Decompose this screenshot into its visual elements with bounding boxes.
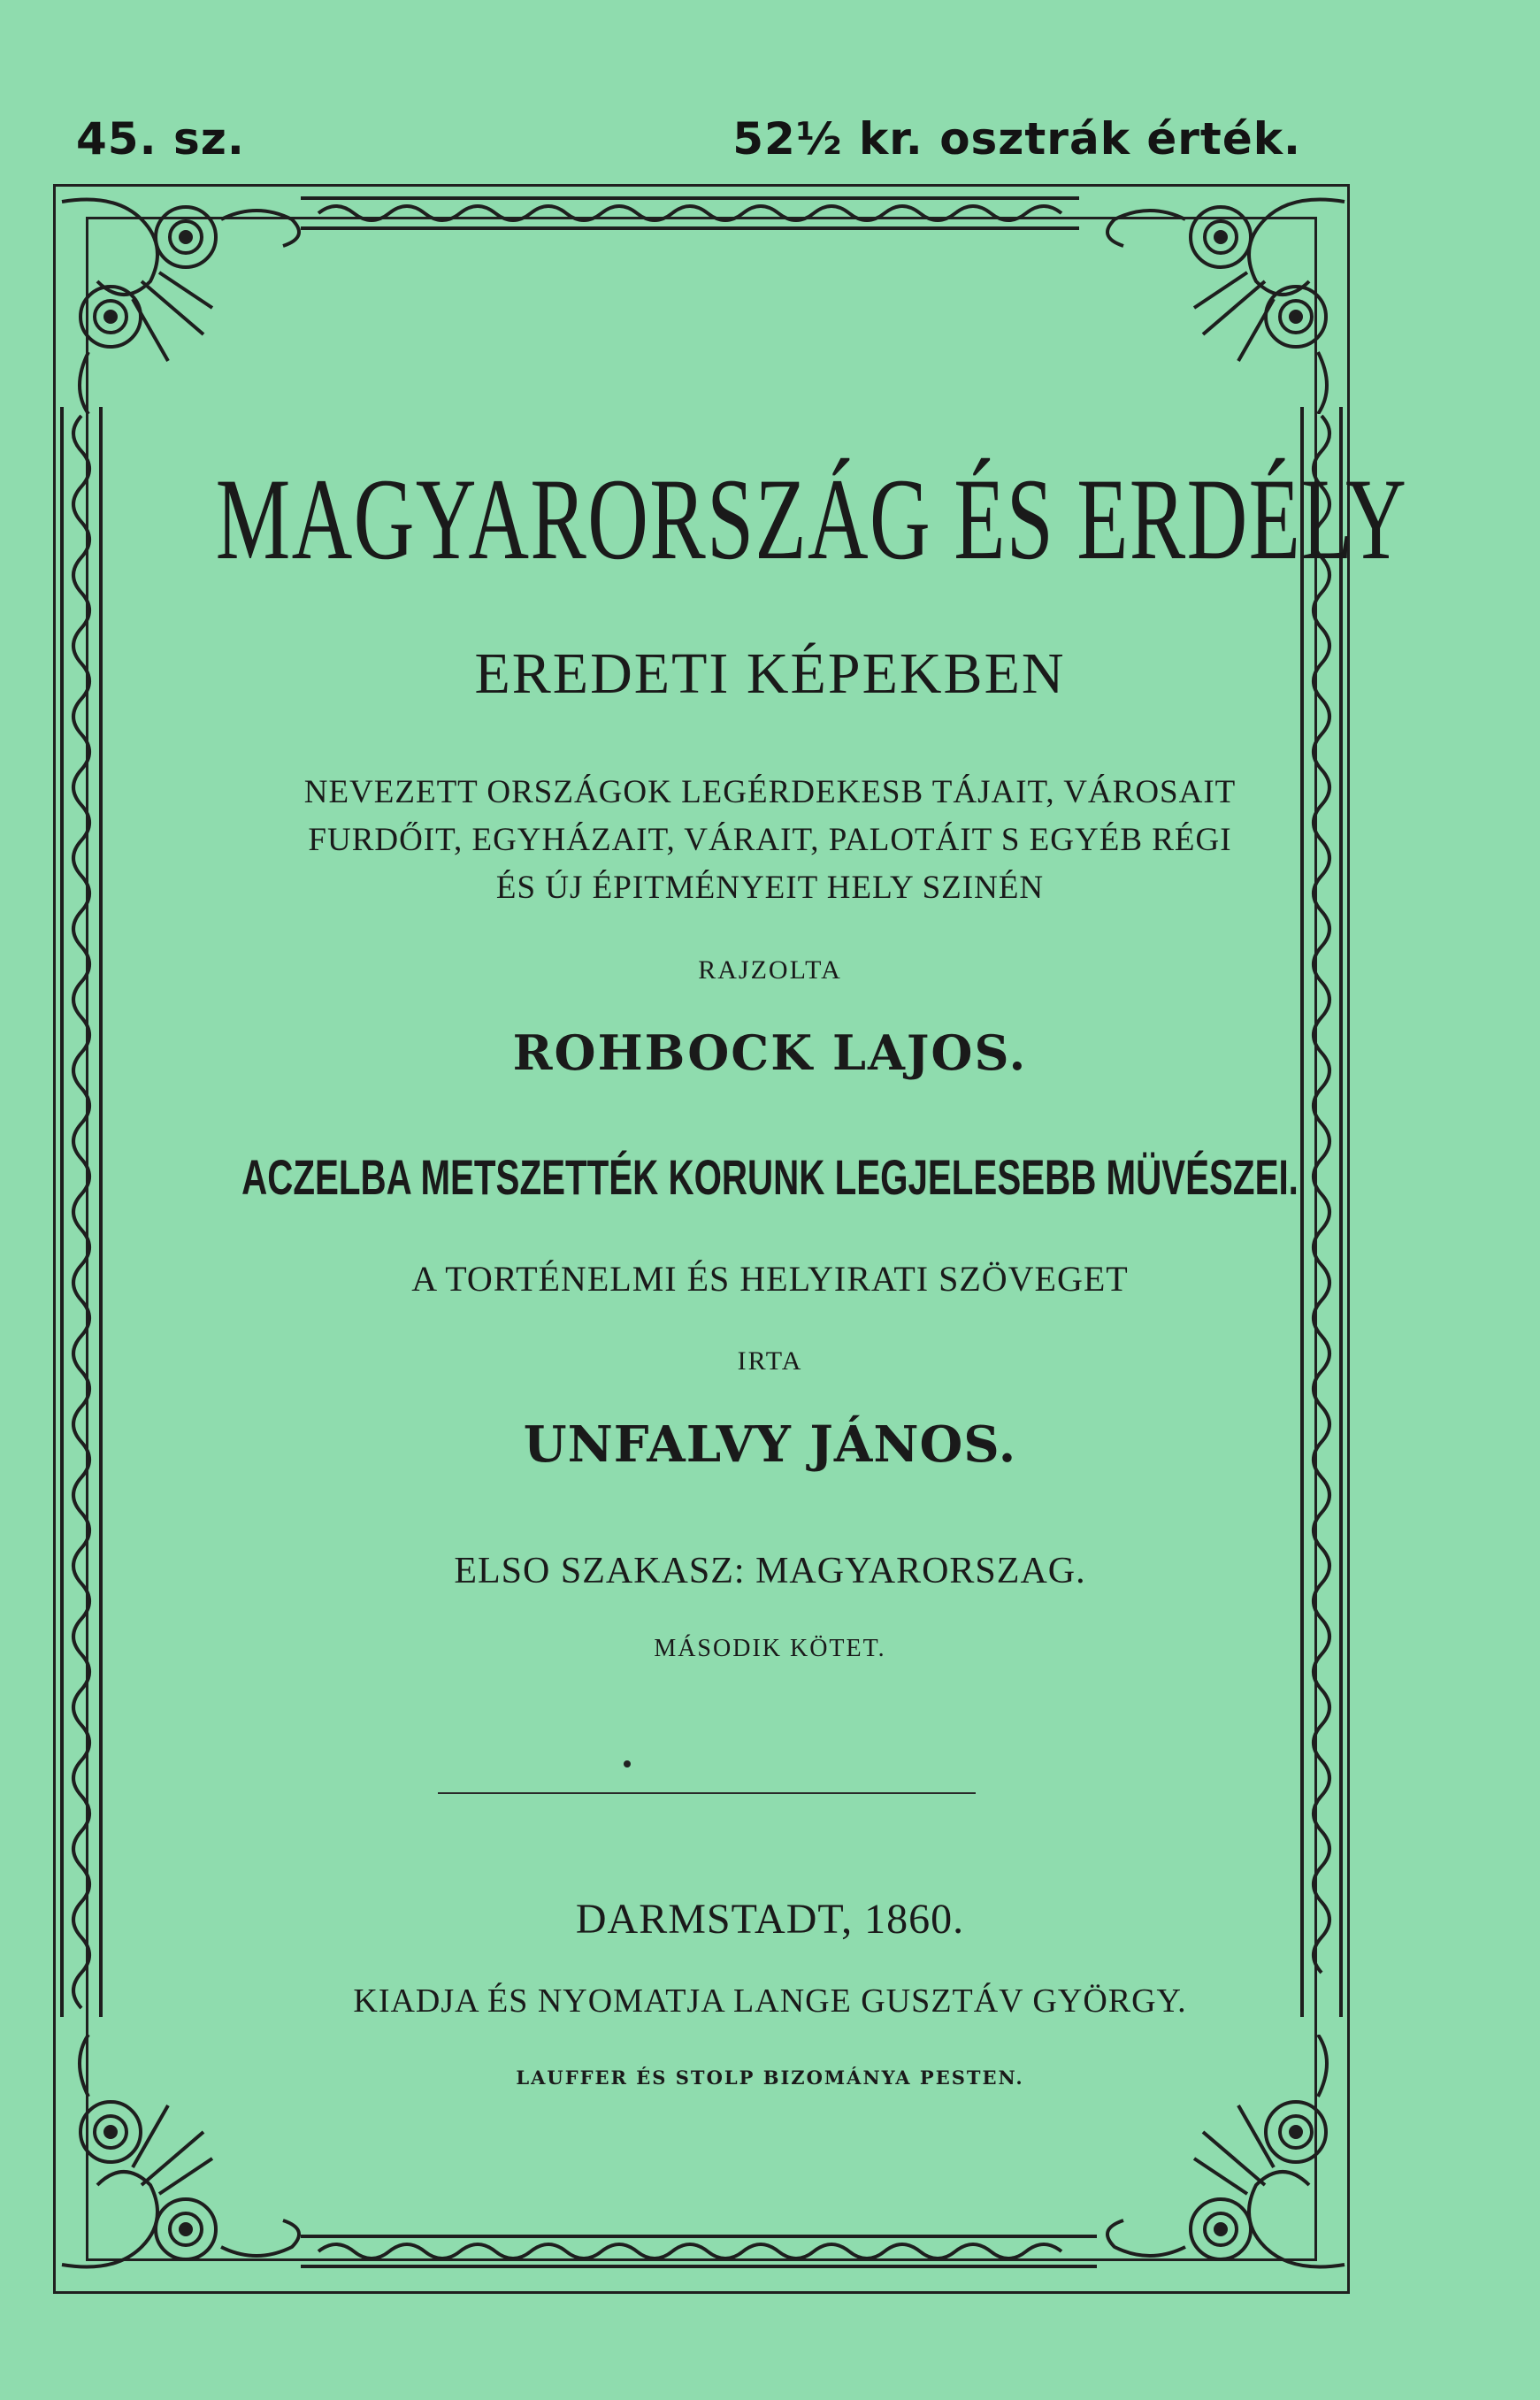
issue-number: 45. sz. [76, 113, 245, 165]
description-line: NEVEZETT ORSZÁGOK LEGÉRDEKESB TÁJAIT, VÁROSAIT [303, 774, 1237, 810]
drawn-by-label: RAJZOLTA [698, 955, 842, 985]
rosette-ornament-icon [1097, 184, 1353, 414]
rosette-ornament-icon [53, 184, 310, 414]
written-by-label: IRTA [737, 1346, 803, 1376]
publisher-line: KIADJA ÉS NYOMATJA LANGE GUSZTÁV GYÖRGY. [353, 1982, 1187, 2020]
description-line: FURDŐIT, EGYHÁZAIT, VÁRAIT, PALOTÁIT S EGYÉB RÉGI [308, 822, 1232, 858]
author-name: UNFALVY JÁNOS. [523, 1415, 1017, 1474]
place-year: DARMSTADT, 1860. [575, 1896, 965, 1943]
subtitle: EREDETI KÉPEKBEN [474, 641, 1066, 706]
section-line: ELSO SZAKASZ: MAGYARORSZAG. [454, 1551, 1086, 1591]
description-line: ÉS ÚJ ÉPITMÉNYEIT HELY SZINÉN [495, 870, 1045, 906]
agent-line: LAUFFER ÉS STOLP BIZOMÁNYA PESTEN. [516, 2066, 1024, 2089]
bottom-scroll-border [301, 2229, 1097, 2273]
price-line: 52½ kr. osztrák érték. [732, 113, 1301, 165]
horizontal-rule [438, 1792, 976, 1794]
artist-name: ROHBOCK LAJOS. [512, 1024, 1028, 1081]
page-title: MAGYARORSZÁG ÉS ERDÉLY [215, 454, 1408, 584]
text-credit-line: A TORTÉNELMI ÉS HELYIRATI SZÖVEGET [411, 1259, 1129, 1299]
top-scroll-border [301, 191, 1079, 235]
ornament-dot [624, 1760, 631, 1767]
engravers-line: ACZELBA METSZETTÉK KORUNK LEGJELESEBB MÜVÉSZEI. [241, 1149, 1299, 1205]
volume-line: MÁSODIK KÖTET. [654, 1635, 886, 1662]
